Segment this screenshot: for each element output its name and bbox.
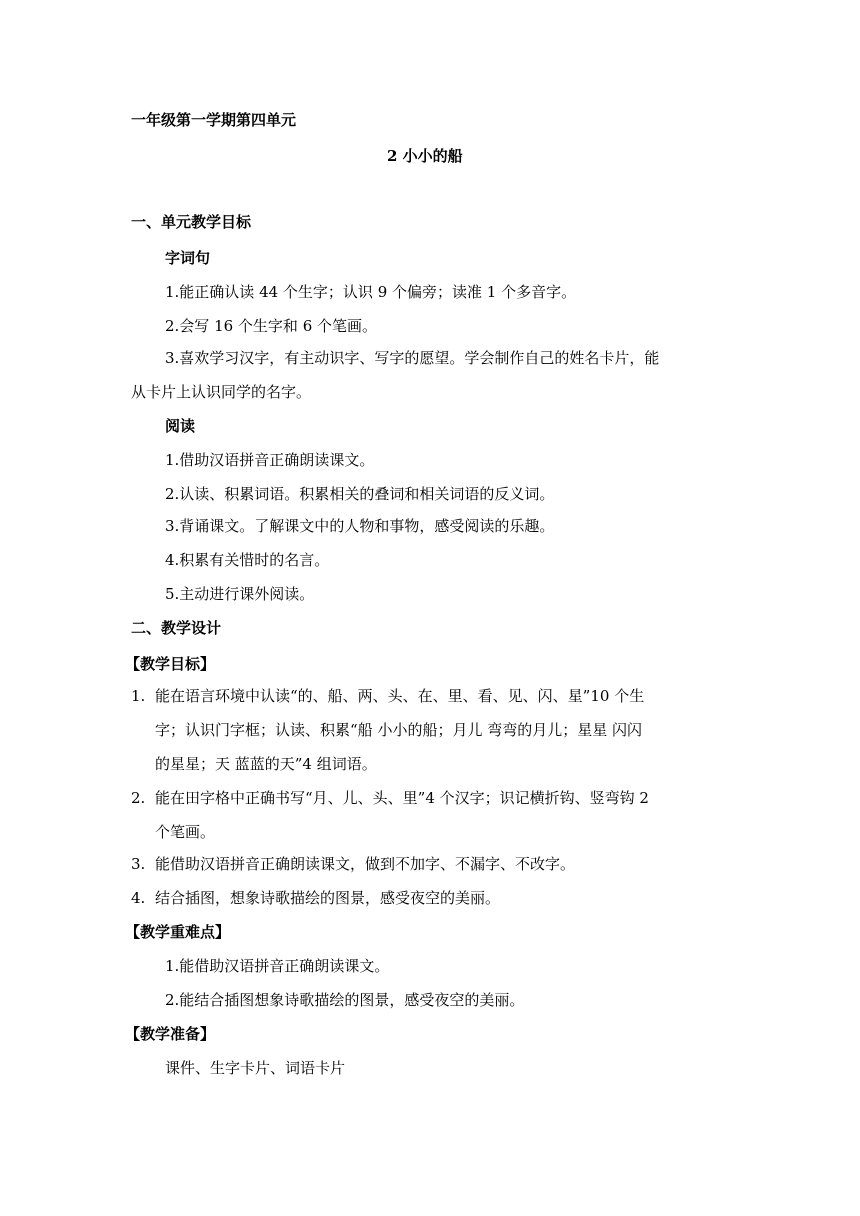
- objectives-label: 【教学目标】: [125, 655, 216, 673]
- reading-item-3: 3.背诵课文。了解课文中的人物和事物，感受阅读的乐趣。: [165, 517, 555, 535]
- reading-item-1: 1.借助汉语拼音正确朗读课文。: [165, 451, 375, 469]
- section-heading-teaching-design: 二、教学设计: [131, 619, 222, 637]
- subheading-words: 字词句: [165, 249, 211, 267]
- preparation-label: 【教学准备】: [125, 1025, 216, 1043]
- objective-text: 能在语言环境中认读“的、船、两、头、在、里、看、见、闪、星”10 个生: [155, 687, 645, 705]
- lesson-title: 2 小小的船: [387, 147, 463, 165]
- objective-1: [131, 686, 644, 706]
- words-item-3: 3.喜欢学习汉字，有主动识字、写字的愿望。学会制作自己的姓名卡片，能: [165, 349, 660, 367]
- objective-4: [131, 888, 500, 908]
- preparation-text: 课件、生字卡片、词语卡片: [165, 1059, 346, 1077]
- objective-1-line-2: 字；认识门字框；认读、积累“船 小小的船；月儿 弯弯的月儿；星星 闪闪: [155, 721, 642, 739]
- objective-2: [131, 788, 649, 808]
- reading-item-4: 4.积累有关惜时的名言。: [165, 551, 330, 569]
- objective-number: 1.: [131, 687, 146, 705]
- grade-unit-heading: 一年级第一学期第四单元: [131, 111, 297, 129]
- reading-item-2: 2.认读、积累词语。积累相关的叠词和相关词语的反义词。: [165, 485, 555, 503]
- objective-1-line-3: 的星星；天 蓝蓝的天”4 组词语。: [155, 755, 377, 773]
- key-point-1: 1.能借助汉语拼音正确朗读课文。: [165, 957, 390, 975]
- objective-2-line-2: 个笔画。: [155, 823, 216, 841]
- objective-3: [131, 854, 575, 874]
- objective-text: 能在田字格中正确书写“月、儿、头、里”4 个汉字；识记横折钩、竖弯钩 2: [155, 789, 649, 807]
- words-item-3-cont: 从卡片上认识同学的名字。: [131, 383, 312, 401]
- objective-number: 2.: [131, 789, 146, 807]
- key-point-2: 2.能结合插图想象诗歌描绘的图景，感受夜空的美丽。: [165, 991, 525, 1009]
- section-heading-unit-goals: 一、单元教学目标: [131, 213, 252, 231]
- words-item-2: 2.会写 16 个生字和 6 个笔画。: [165, 317, 378, 335]
- key-points-label: 【教学重难点】: [125, 923, 231, 941]
- objective-text: 能借助汉语拼音正确朗读课文，做到不加字、不漏字、不改字。: [155, 855, 576, 873]
- objective-number: 4.: [131, 889, 146, 907]
- objective-number: 3.: [131, 855, 146, 873]
- subheading-reading: 阅读: [165, 417, 196, 435]
- words-item-1: 1.能正确认读 44 个生字；认识 9 个偏旁；读准 1 个多音字。: [165, 283, 577, 301]
- objective-text: 结合插图，想象诗歌描绘的图景，感受夜空的美丽。: [155, 889, 501, 907]
- reading-item-5: 5.主动进行课外阅读。: [165, 585, 315, 603]
